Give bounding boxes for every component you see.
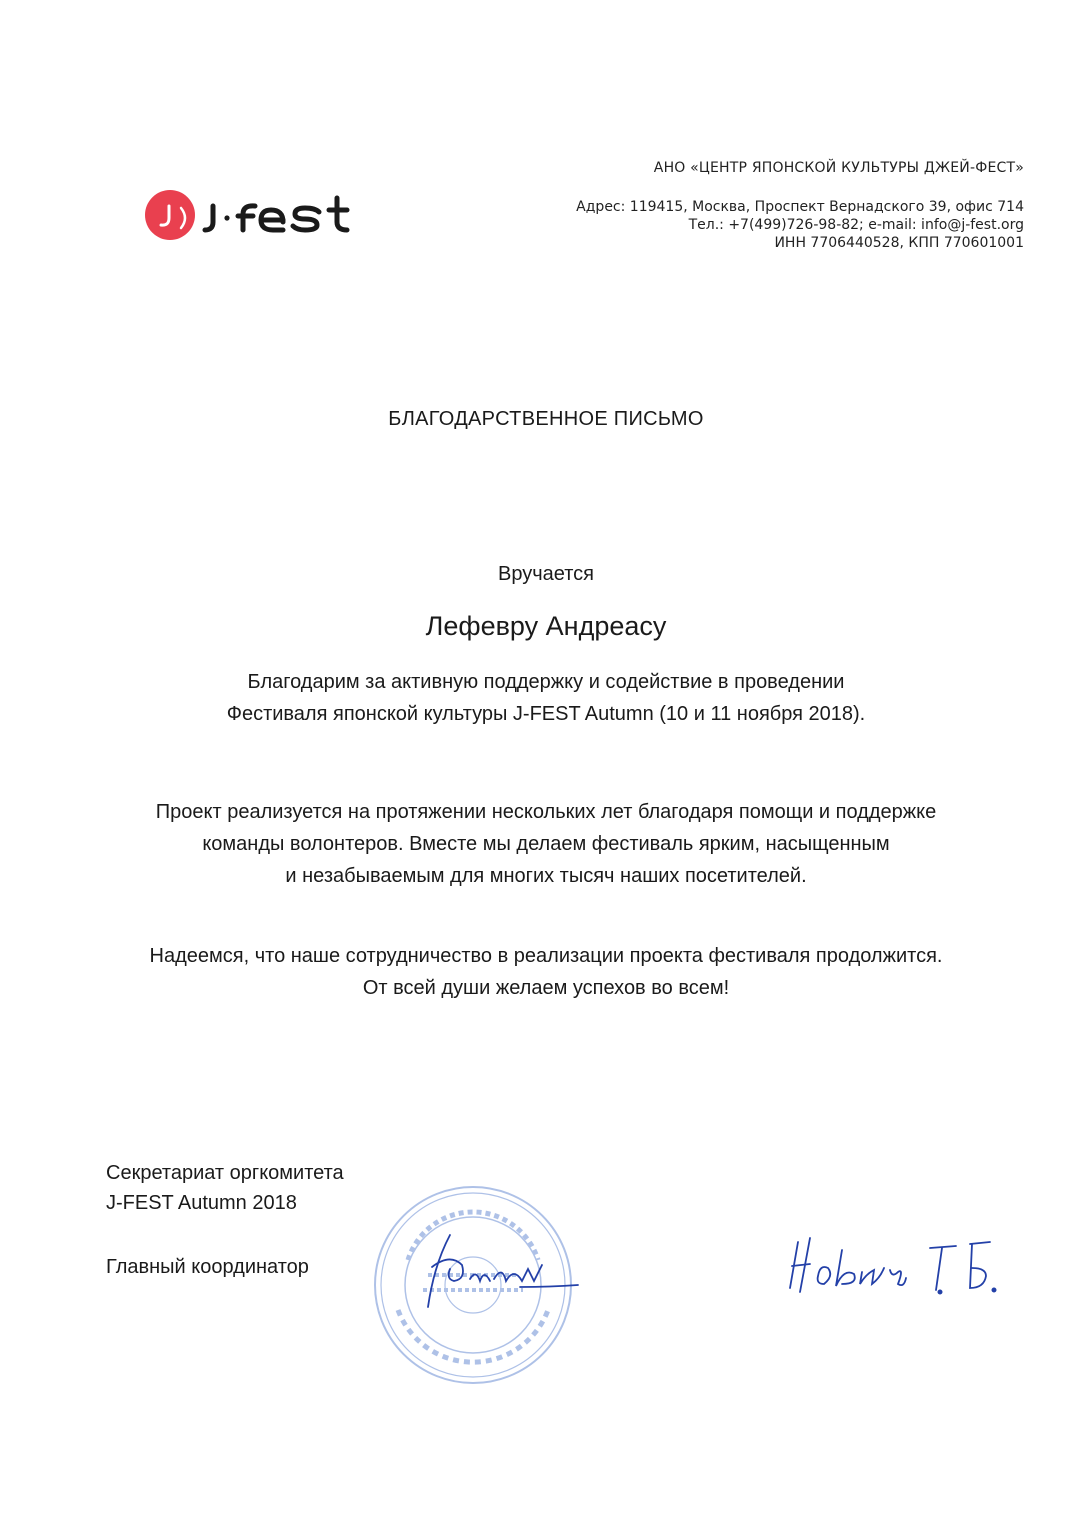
- secretariat-line: Секретариат оргкомитета: [106, 1162, 344, 1184]
- organization-name: АНО «ЦЕНТР ЯПОНСКОЙ КУЛЬТУРЫ ДЖЕЙ-ФЕСТ»: [653, 160, 1024, 176]
- organization-address: Адрес: 119415, Москва, Проспект Вернадского 39, офис 714: [576, 199, 1024, 215]
- project-line: команды волонтеров. Вместе мы делаем фестиваль ярким, насыщенным: [202, 833, 890, 855]
- coordinator-signature: [410, 1225, 580, 1315]
- jfest-logo-icon: [143, 188, 373, 244]
- project-paragraph: [0, 796, 1080, 892]
- handwritten-name: [780, 1228, 1020, 1308]
- secretariat-block: [106, 1158, 344, 1218]
- coordinator-label: Главный координатор: [106, 1256, 309, 1278]
- gratitude-paragraph: [0, 666, 1080, 730]
- secretariat-line: J-FEST Autumn 2018: [106, 1192, 297, 1214]
- gratitude-line: Фестиваля японской культуры J-FEST Autumn (10 и 11 ноября 2018).: [226, 703, 866, 725]
- project-line: и незабываемым для многих тысяч наших посетителей.: [285, 865, 807, 887]
- jfest-logo: [143, 188, 373, 244]
- gratitude-line: Благодарим за активную поддержку и содействие в проведении: [247, 671, 845, 693]
- wishes-paragraph: [0, 940, 1080, 1004]
- letter-title: БЛАГОДАРСТВЕННОЕ ПИСЬМО: [388, 408, 704, 430]
- presented-label: Вручается: [497, 563, 594, 585]
- organization-contacts: Тел.: +7(499)726-98-82; e-mail: info@j-fest.org: [688, 217, 1024, 233]
- signature-icon: [410, 1225, 580, 1315]
- wishes-line: От всей души желаем успехов во всем!: [362, 977, 730, 999]
- recipient-name: Лефевру Андреасу: [425, 611, 667, 641]
- project-line: Проект реализуется на протяжении нескольких лет благодаря помощи и поддержке: [155, 801, 937, 823]
- organization-tax-ids: ИНН 7706440528, КПП 770601001: [774, 235, 1024, 251]
- organization-header: [464, 160, 1024, 252]
- handwriting-icon: [780, 1228, 1020, 1308]
- wishes-line: Надеемся, что наше сотрудничество в реализации проекта фестиваля продолжится.: [149, 945, 943, 967]
